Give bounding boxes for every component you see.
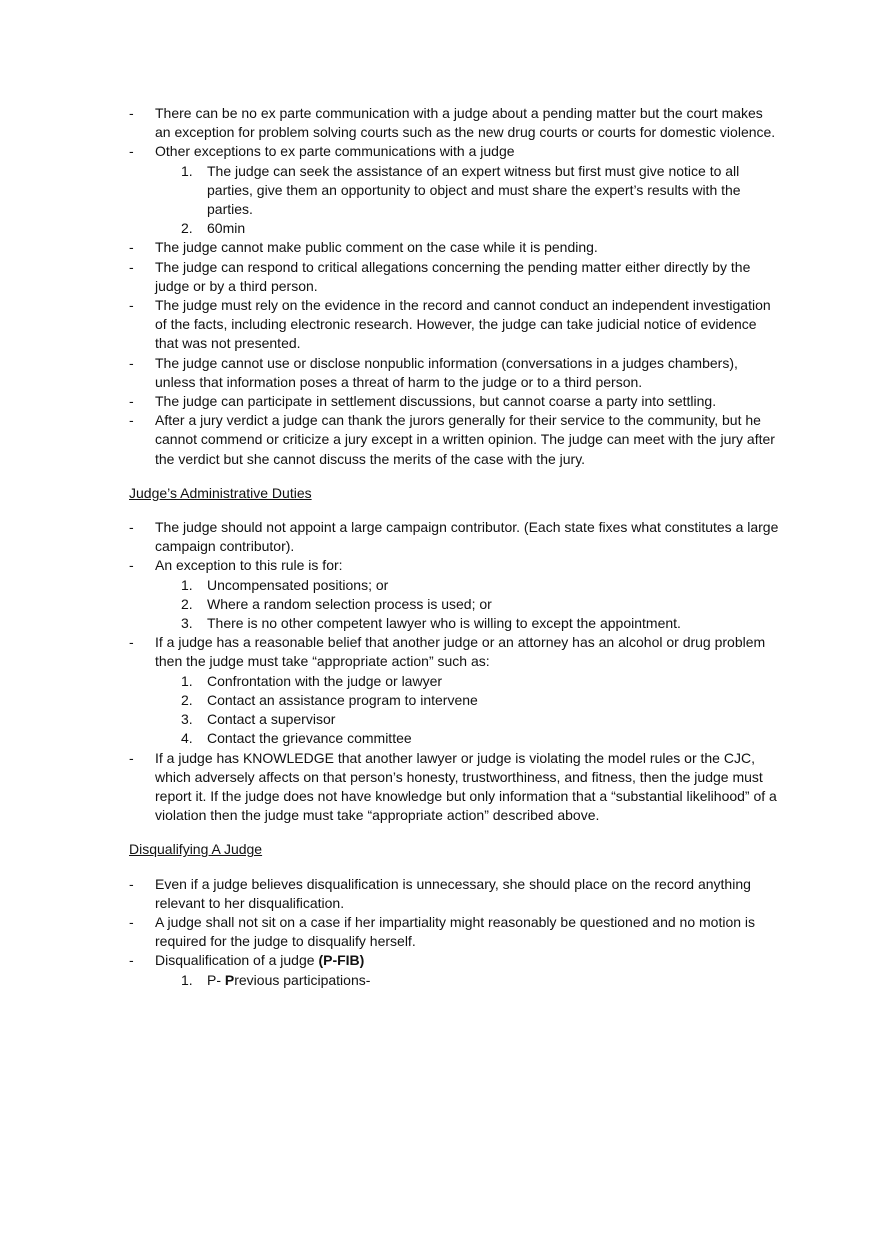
item-text: There can be no ex parte communication with a judge about a pending matter but the court makes an exception for problem solving courts such as the new drug courts or courts for domestic violence. xyxy=(155,105,776,141)
item-number: 3. xyxy=(181,711,193,728)
item-text: 60min xyxy=(207,220,246,237)
item-number: 1. xyxy=(181,971,193,988)
mnemonic-bold: (P-FIB) xyxy=(318,952,365,969)
item-text: The judge can seek the assistance of an expert witness but first must give notice to all parties, give them an opportunity to object and must share the expert’s results with the parties. xyxy=(207,162,741,218)
list-item xyxy=(129,354,779,392)
section-heading-administrative-duties: Judge’s Administrative Duties xyxy=(129,484,312,501)
item-text: The judge should not appoint a large campaign contributor. (Each state fixes what constitutes a large campaign contributor). xyxy=(155,519,779,555)
item-text: Even if a judge believes disqualification is unnecessary, she should place on the record anything relevant to her disqualification. xyxy=(155,875,751,911)
item-text: revious participations- xyxy=(234,971,371,988)
item-text: After a jury verdict a judge can thank the jurors generally for their service to the community, but he cannot commend or criticize a jury except in a written opinion. The judge can meet with the jury after the verdict but she cannot discuss the merits of the case with the jury. xyxy=(155,412,775,467)
bullet-dash: - xyxy=(129,105,134,121)
item-text: Contact the grievance committee xyxy=(207,730,412,747)
numbered-item xyxy=(181,672,779,691)
item-text: The judge can participate in settlement discussions, but cannot coarse a party into settling. xyxy=(155,393,717,410)
list-item xyxy=(129,238,779,257)
administrative-duties-list-cont xyxy=(129,633,779,671)
mnemonic-letter: P xyxy=(224,971,235,988)
numbered-item xyxy=(181,576,779,595)
numbered-item xyxy=(181,710,779,729)
list-item xyxy=(129,296,779,354)
item-text: An exception to this rule is for: xyxy=(155,557,343,574)
bullet-dash: - xyxy=(129,952,134,969)
item-text: Other exceptions to ex parte communications with a judge xyxy=(155,143,515,160)
bullet-dash: - xyxy=(129,557,134,574)
bullet-dash: - xyxy=(129,239,134,256)
numbered-item xyxy=(181,595,779,614)
list-item xyxy=(129,411,779,469)
bullet-dash: - xyxy=(129,354,134,371)
numbered-item xyxy=(181,162,779,220)
bullet-dash: - xyxy=(129,875,134,892)
list-item xyxy=(129,633,779,671)
list-item xyxy=(129,142,779,161)
numbered-item xyxy=(181,971,779,990)
ex-parte-list xyxy=(129,104,779,162)
bullet-dash: - xyxy=(129,258,134,275)
item-text: Contact an assistance program to intervene xyxy=(207,691,478,708)
list-item xyxy=(129,518,779,556)
item-number: 2. xyxy=(181,595,193,612)
bullet-dash: - xyxy=(129,913,134,930)
item-text: Where a random selection process is used; or xyxy=(207,595,492,612)
item-text: A judge shall not sit on a case if her impartiality might reasonably be questioned and no motion is required for the judge to disqualify herself. xyxy=(155,913,756,950)
item-text: There is no other competent lawyer who is willing to except the appointment. xyxy=(207,615,681,632)
item-text: Confrontation with the judge or lawyer xyxy=(207,672,443,689)
appointment-exceptions-list xyxy=(129,576,779,634)
ex-parte-exceptions-list xyxy=(129,162,779,239)
list-item xyxy=(129,913,779,951)
item-text: If a judge has KNOWLEDGE that another lawyer or judge is violating the model rules or the CJC, which adversely affects on that person’s honesty, trustworthiness, and fitness, then the judge must report it. If the judge does not have knowledge but only information that a “substantial likelihood” of a violation then the judge must take “appropriate action” described above. xyxy=(155,749,777,824)
administrative-duties-list-end xyxy=(129,749,779,826)
bullet-dash: - xyxy=(129,634,134,651)
item-prefix: P- xyxy=(207,971,225,988)
item-text: The judge can respond to critical allegations concerning the pending matter either directly by the judge or by a third person. xyxy=(155,258,751,294)
item-text: Uncompensated positions; or xyxy=(207,576,389,593)
item-text: The judge cannot use or disclose nonpublic information (conversations in a judges chambers), unless that information poses a threat of harm to the judge or to a third person. xyxy=(155,354,738,390)
list-item xyxy=(129,392,779,411)
item-number: 1. xyxy=(181,576,193,593)
bullet-dash: - xyxy=(129,393,134,410)
bullet-dash: - xyxy=(129,143,134,160)
pfib-list xyxy=(129,971,779,990)
bullet-dash: - xyxy=(129,519,134,536)
item-text: If a judge has a reasonable belief that another judge or an attorney has an alcohol or drug problem then the judge must take “appropriate action” such as: xyxy=(155,634,766,670)
numbered-item xyxy=(181,219,779,238)
item-number: 1. xyxy=(181,672,193,689)
numbered-item xyxy=(181,691,779,710)
item-text: Disqualification of a judge xyxy=(155,952,319,969)
bullet-dash: - xyxy=(129,749,134,766)
list-item xyxy=(129,951,779,970)
item-number: 4. xyxy=(181,730,193,747)
document-body xyxy=(129,104,779,990)
item-text: Contact a supervisor xyxy=(207,711,336,728)
numbered-item xyxy=(181,614,779,633)
appropriate-action-list xyxy=(129,672,779,749)
item-number: 2. xyxy=(181,691,193,708)
numbered-item xyxy=(181,729,779,748)
item-text: The judge must rely on the evidence in the record and cannot conduct an independent investigation of the facts, including electronic research. However, the judge can take judicial notice of evidence that was not presented. xyxy=(155,297,771,352)
item-number: 2. xyxy=(181,220,193,237)
ex-parte-list-cont xyxy=(129,238,779,468)
list-item xyxy=(129,749,779,826)
section-heading-disqualifying-judge: Disqualifying A Judge xyxy=(129,841,263,858)
list-item xyxy=(129,556,779,575)
bullet-dash: - xyxy=(129,297,134,314)
bullet-dash: - xyxy=(129,412,134,429)
item-number: 1. xyxy=(181,162,193,179)
list-item xyxy=(129,875,779,913)
administrative-duties-list xyxy=(129,518,779,576)
item-text: The judge cannot make public comment on the case while it is pending. xyxy=(155,239,598,256)
item-number: 3. xyxy=(181,615,193,632)
list-item xyxy=(129,258,779,296)
list-item xyxy=(129,104,779,142)
disqualification-list xyxy=(129,875,779,971)
